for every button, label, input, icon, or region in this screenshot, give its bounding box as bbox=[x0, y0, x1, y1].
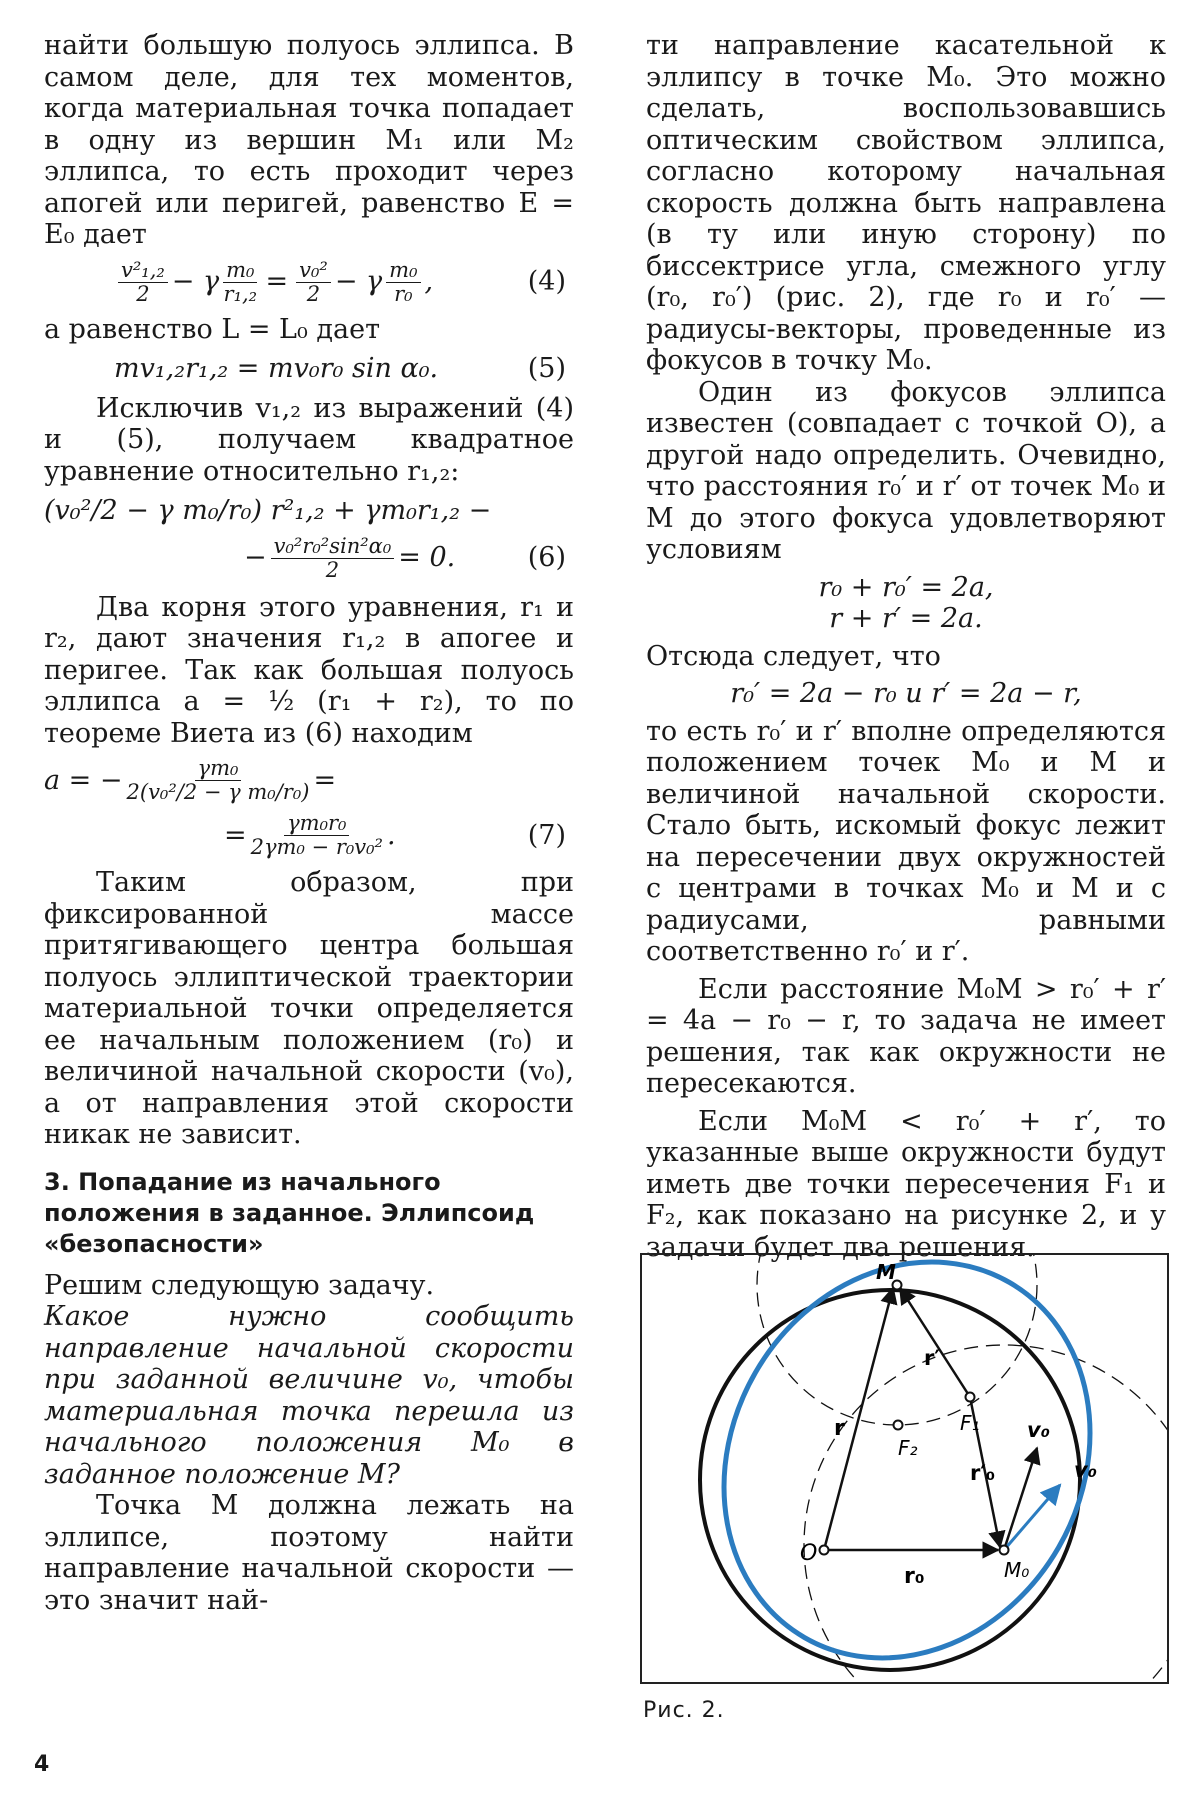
problem-statement: Какое нужно сообщить направление начальной скорости при заданной величине v₀, чтобы материальная точка перешла из начального положения M₀ в заданное положение M? bbox=[44, 1301, 574, 1490]
label-r: r bbox=[834, 1416, 845, 1441]
paragraph: найти большую полуось эллипса. В самом деле, для тех моментов, когда материальная точка попадает в одну из вершин M₁ или M₂ эллипса, то есть проходит через апогей или перигей, равенство E = E₀ дает bbox=[44, 30, 574, 250]
paragraph: Один из фокусов эллипса известен (совпадает с точкой O), а другой надо определить. Очевидно, что расстояния r₀′ и r′ от точек M₀ и M до этого фокуса удовлетворяют условиям bbox=[646, 376, 1166, 565]
paragraph: Исключив v₁,₂ из выражений (4) и (5), получаем квадратное уравнение относительно r₁,₂: bbox=[44, 392, 574, 487]
paragraph: Точка M должна лежать на эллипсе, поэтому найти направление начальной скорости — это значит най- bbox=[44, 1490, 574, 1616]
point-O bbox=[820, 1546, 829, 1555]
equation-number: (7) bbox=[527, 819, 566, 851]
equation-5: mv₁,₂r₁,₂ = mv₀r₀ sin α₀. (5) bbox=[44, 353, 574, 385]
vector-v0-black bbox=[1004, 1448, 1037, 1550]
left-column bbox=[44, 30, 574, 1616]
equation-number: (4) bbox=[527, 266, 566, 298]
equation-6-line-1: (v₀²/2 − γ m₀/r₀) r²₁,₂ + γm₀r₁,₂ − bbox=[44, 495, 492, 526]
equation-6-line-2: − $\frac{\text{v₀²r₀²sin²α₀}}{2}$ = 0. (6) bbox=[44, 535, 574, 582]
point-F1 bbox=[966, 1393, 975, 1402]
paragraph: Решим следующую задачу. bbox=[44, 1269, 435, 1301]
equation-number: (6) bbox=[527, 542, 566, 574]
circle-black bbox=[700, 1290, 1080, 1670]
equation-solution: r₀′ = 2a − r₀ и r′ = 2a − r, bbox=[730, 678, 1082, 709]
paragraph: Если расстояние M₀M > r₀′ + r′ = 4a − r₀ − r, то задача не имеет решения, так как окружности не пересекаются. bbox=[646, 973, 1166, 1099]
label-r-prime: r′ bbox=[924, 1346, 940, 1370]
figure-2 bbox=[640, 1253, 1169, 1684]
vector-v0-blue bbox=[1004, 1485, 1060, 1550]
label-v0-blue: v₀ bbox=[1074, 1458, 1097, 1482]
label-M: M bbox=[876, 1260, 896, 1284]
equation-ellipse-1: r₀ + r₀′ = 2a, bbox=[818, 571, 994, 603]
right-column bbox=[646, 30, 1166, 1263]
construction-circle-m0 bbox=[804, 1345, 1167, 1682]
page-number: 4 bbox=[34, 1752, 50, 1777]
paragraph: Отсюда следует, что bbox=[646, 640, 941, 672]
section-heading: 3. Попадание из начального положения в заданное. Эллипсоид «безопасности» bbox=[44, 1167, 535, 1258]
figure-caption: Рис. 2. bbox=[643, 1698, 725, 1723]
equation-4: $\frac{\text{v²₁,₂}}{2}$ − γ $\frac{\text{m₀}}{\text{r₁,₂}}$ = $\frac{\text{v₀²}}{2}$ − γ $\frac{\text{m₀}}{\text{r₀}}$ , (4) bbox=[44, 259, 574, 306]
label-v0-black: v₀ bbox=[1027, 1418, 1050, 1442]
paragraph: то есть r₀′ и r′ вполне определяются положением точек M₀ и M и величиной начальной скорости. Стало быть, искомый фокус лежит на пересечении двух окружностей с центрами в точках M₀ и M и с радиусами, равными соответственно r₀′ и r′. bbox=[646, 715, 1166, 967]
paragraph: Если M₀M < r₀′ + r′, то указанные выше окружности будут иметь две точки пересечения F₁ и F₂, как показано на рисунке 2, и у задачи будет два решения. bbox=[646, 1105, 1166, 1263]
equation-ellipse-2: r + r′ = 2a. bbox=[829, 603, 983, 634]
point-M0 bbox=[1000, 1546, 1009, 1555]
paragraph: Таким образом, при фиксированной массе притягивающего центра большая полуось эллиптической траектории материальной точки определяется ее начальным положением (r₀) и величиной начальной скорости (v₀), а от направления этой скорости никак не зависит. bbox=[44, 867, 574, 1150]
equation-7-line-2: = $\frac{\text{γm₀r₀}}{\text{2γm₀ − r₀v₀²}}$ . (7) bbox=[44, 812, 574, 859]
figure-diagram bbox=[642, 1255, 1167, 1682]
label-F1: F₁ bbox=[960, 1411, 980, 1435]
label-M0: M₀ bbox=[1004, 1558, 1030, 1582]
equation-number: (5) bbox=[527, 353, 566, 384]
paragraph: а равенство L = L₀ дает bbox=[44, 313, 381, 345]
point-F2 bbox=[894, 1421, 903, 1430]
label-F2: F₂ bbox=[898, 1436, 918, 1460]
equation-7-line-1: a = − $\frac{\text{γm₀}}{\text{2(v₀²/2 − γ m₀/r₀)}}$ = bbox=[44, 756, 337, 804]
paragraph: Два корня этого уравнения, r₁ и r₂, дают значения r₁,₂ в апогее и перигее. Так как большая полуось эллипса a = ½ (r₁ + r₂), то по теореме Виета из (6) находим bbox=[44, 591, 574, 749]
label-O: O bbox=[800, 1541, 818, 1566]
label-r0: r₀ bbox=[904, 1564, 925, 1589]
label-r0-prime: r′₀ bbox=[970, 1461, 996, 1485]
paragraph: ти направление касательной к эллипсу в точке M₀. Это можно сделать, воспользовавшись оптическим свойством эллипса, согласно которому начальная скорость должна быть направлена (в ту или иную сторону) по биссектрисе угла, смежного углу (r₀, r₀′) (рис. 2), где r₀ и r₀′ — радиусы-векторы, проведенные из фокусов в точку M₀. bbox=[646, 30, 1166, 376]
